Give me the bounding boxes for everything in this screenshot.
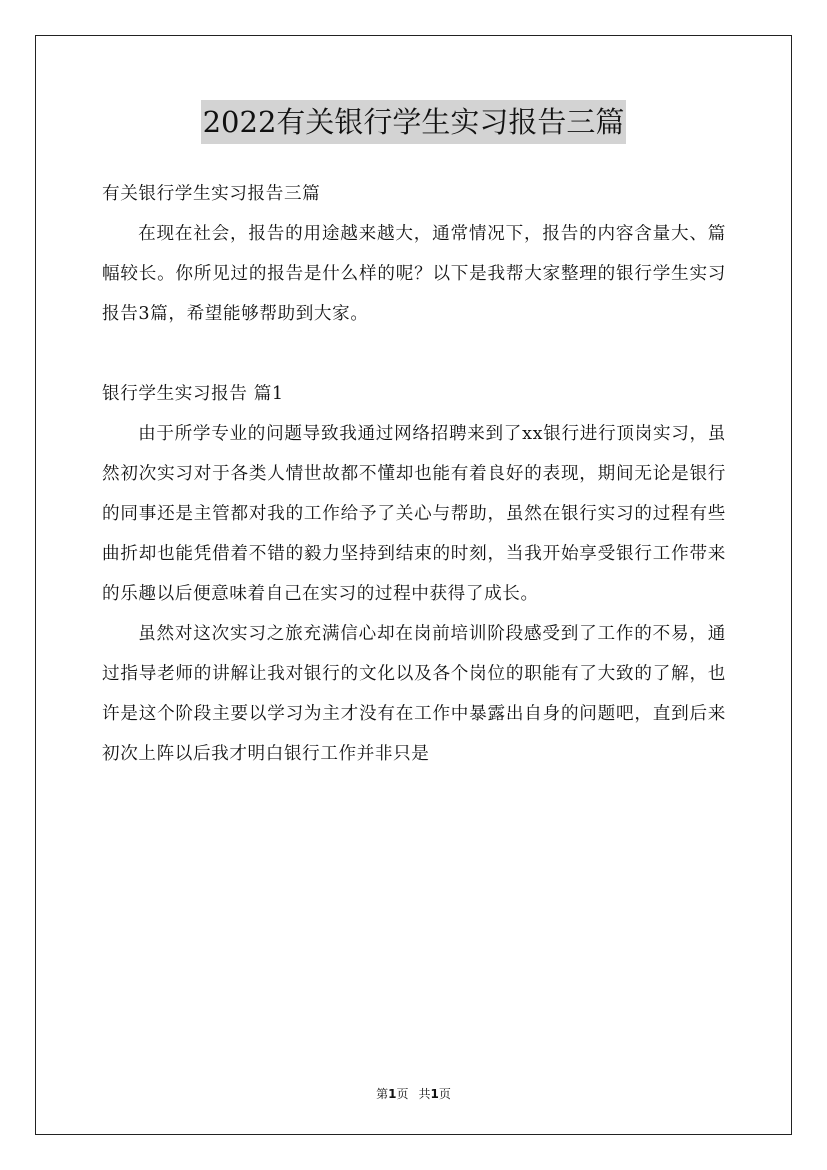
page-footer xyxy=(0,1087,827,1101)
page-current: 1 xyxy=(388,1087,397,1101)
section-heading: 银行学生实习报告 篇1 xyxy=(102,384,284,404)
page-prefix: 第 xyxy=(376,1087,389,1101)
page-suffix: 页 xyxy=(396,1087,409,1101)
body-paragraph-1: 由于所学专业的问题导致我通过网络招聘来到了xx银行进行顶岗实习，虽然初次实习对于各类人情世故都不懂却也能有着良好的表现，期间无论是银行的同事还是主管都对我的工作给予了关心与帮助，虽然在银行实习的过程有些曲折却也能凭借着不错的毅力坚持到结束的时刻，当我开始享受银行工作带来的乐趣以后便意味着自己在实习的过程中获得了成长。 xyxy=(102,424,726,604)
intro-paragraph: 在现在社会，报告的用途越来越大，通常情况下，报告的内容含量大、篇幅较长。你所见过的报告是什么样的呢？以下是我帮大家整理的银行学生实习报告3篇，希望能够帮助到大家。 xyxy=(102,224,726,324)
page-total: 1 xyxy=(430,1087,439,1101)
body-paragraph-2: 虽然对这次实习之旅充满信心却在岗前培训阶段感受到了工作的不易，通过指导老师的讲解让我对银行的文化以及各个岗位的职能有了大致的了解，也许是这个阶段主要以学习为主才没有在工作中暴露出自身的问题吧，直到后来初次上阵以后我才明白银行工作并非只是 xyxy=(102,624,726,764)
section-spacer xyxy=(102,334,726,374)
document-title: 2022有关银行学生实习报告三篇 xyxy=(201,100,627,144)
total-prefix: 共 xyxy=(418,1087,431,1101)
document-subtitle: 有关银行学生实习报告三篇 xyxy=(102,184,321,204)
total-suffix: 页 xyxy=(438,1087,451,1101)
document-body xyxy=(102,174,726,774)
title-container xyxy=(0,100,827,144)
